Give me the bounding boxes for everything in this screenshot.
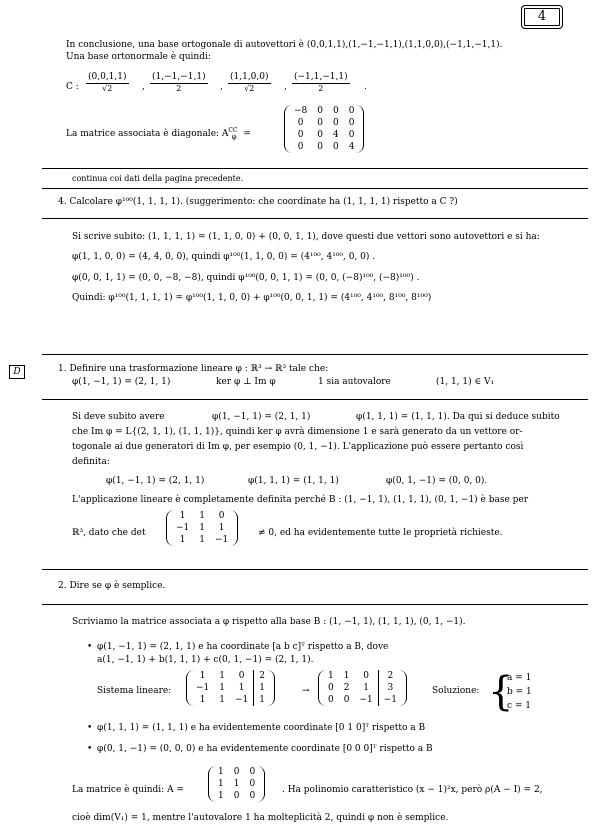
matrix-cell: 0 (333, 142, 339, 152)
matrix-cell: 0 (317, 118, 324, 128)
final-matrix (208, 766, 265, 802)
frac-4: $\frac{(-1,1,-1,1)}{2}$ (294, 72, 348, 94)
d1-answer-2: che Im φ = L{(2, 1, 1), (1, 1, 1)}, quindi ker φ avrà dimensione 1 e sarà generato da un vettore or- (72, 427, 523, 437)
matrix-cell: 0 (348, 118, 355, 128)
matrix-cell: 1 (233, 779, 240, 789)
augmented-matrix-2 (318, 670, 407, 706)
matrix-cell: 0 (348, 130, 355, 140)
q4-answer-2: φ(1, 1, 0, 0) = (4, 4, 0, 0), quindi φ¹⁰⁰(1, 1, 0, 0) = (4¹⁰⁰, 4¹⁰⁰, 0, 0) . (72, 252, 376, 262)
d1-question-line-1: 1. Definire una trasformazione lineare φ : ℝ³ → ℝ³ tale che: (58, 364, 329, 374)
matrix-cell: 1 (328, 671, 334, 681)
divider (42, 604, 588, 605)
d2-bullet-3: φ(0, 1, −1) = (0, 0, 0) e ha evidentemente coordinate [0 0 0]ᵀ rispetto a B (97, 744, 433, 754)
d1-answer-1b: φ(1, −1, 1) = (2, 1, 1) (212, 412, 311, 422)
matrix-cell: 1 (199, 695, 206, 705)
augmented-matrix-1 (186, 670, 275, 706)
matrix-cell: 0 (218, 511, 225, 521)
d1-answer-1a: Si deve subito avere (72, 412, 165, 422)
matrix-cell: 1 (218, 767, 224, 777)
matrix-cell: −1 (354, 694, 378, 706)
solution-c: c = 1 (507, 701, 532, 711)
section-letter: D (13, 367, 21, 377)
d2-bullet-2: φ(1, 1, 1) = (1, 1, 1) e ha evidentemente coordinate [0 1 0]ᵀ rispetto a B (97, 723, 426, 733)
divider (42, 399, 588, 400)
d1-answer-3: togonale ai due generatori di Im φ, per esempio (0, 1, −1). L'applicazione può essere pertanto così (72, 442, 524, 452)
bullet-icon: • (87, 642, 93, 652)
page-number: 4 (537, 9, 547, 24)
diagonal-matrix (284, 105, 364, 153)
d2-final-post: . Ha polinomio caratteristico (x − 1)²x, però ρ(A − I) = 2, (282, 785, 543, 795)
frac-comma: , (220, 82, 223, 92)
matrix-cell: 0 (317, 142, 324, 152)
frac-period: . (364, 82, 367, 92)
det-matrix (166, 510, 238, 546)
d2-question: 2. Dire se φ è semplice. (58, 581, 166, 591)
soluzione-label: Soluzione: (432, 686, 480, 696)
diagonal-text: La matrice associata è diagonale: $A^{CC}_\varphi$ = (66, 127, 251, 141)
d2-bullet-1-line-2: a(1, −1, 1) + b(1, 1, 1) + c(0, 1, −1) = (2, 1, 1). (97, 655, 314, 665)
d1-answer-5: L'applicazione lineare è completamente definita perché B : (1, −1, 1), (1, 1, 1), (0, 1, −1) è base per (72, 495, 529, 505)
d1-condition-3: 1 sia autovalore (318, 377, 391, 387)
d2-final-pre: La matrice è quindi: A = (72, 785, 184, 795)
d1-definition-2: φ(1, 1, 1) = (1, 1, 1) (248, 476, 339, 486)
d2-answer-1: Scriviamo la matrice associata a φ rispetto alla base B : (1, −1, 1), (1, 1, 1), (0, 1, −1). (72, 617, 466, 627)
solution-a: a = 1 (507, 673, 532, 683)
d1-condition-1: φ(1, −1, 1) = (2, 1, 1) (72, 377, 171, 387)
matrix-cell: 3 (387, 683, 394, 693)
frac-comma: , (284, 82, 287, 92)
frac-3: $\frac{(1,1,0,0)}{√2}$ (230, 72, 269, 94)
d1-condition-4: (1, 1, 1) ∈ V₁ (436, 377, 495, 387)
frac-comma: , (142, 82, 145, 92)
d1-answer-6-pre: ℝ³, dato che det (72, 528, 146, 538)
matrix-cell: 0 (249, 791, 256, 801)
matrix-cell: 1 (354, 682, 378, 694)
q4-answer-1: Si scrive subito: (1, 1, 1, 1) = (1, 1, 0, 0) + (0, 0, 1, 1), dove questi due vettori sono autovettori e si ha: (72, 232, 540, 242)
matrix-cell: 1 (219, 683, 226, 693)
brace-icon: { (488, 669, 514, 715)
bullet-icon: • (87, 744, 93, 754)
conclusion-line-2: Una base ortonormale è quindi: (66, 52, 211, 62)
matrix-cell: −1 (230, 694, 254, 706)
matrix-cell: 1 (218, 791, 224, 801)
matrix-cell: 2 (387, 671, 394, 681)
matrix-cell: 0 (297, 118, 304, 128)
q4-answer-3: φ(0, 0, 1, 1) = (0, 0, −8, −8), quindi φ¹⁰⁰(0, 0, 1, 1) = (0, 0, (−8)¹⁰⁰, (−8)¹⁰⁰) . (72, 273, 420, 283)
matrix-cell: 0 (249, 767, 256, 777)
matrix-cell: 1 (199, 523, 206, 533)
d2-conclusion: cioè dim(V₁) = 1, mentre l'autovalore 1 ha molteplicità 2, quindi φ non è semplice. (72, 813, 449, 823)
matrix-cell: −1 (196, 683, 210, 693)
matrix-cell: 0 (328, 683, 334, 693)
matrix-cell: 0 (354, 670, 378, 682)
matrix-cell: 0 (297, 142, 304, 152)
matrix-cell: 0 (317, 130, 324, 140)
continua-note: continua coi dati della pagina precedente. (72, 174, 244, 183)
conclusion-line-1: In conclusione, una base ortogonale di autovettori è (0,0,1,1),(1,−1,−1,1),(1,1,0,0),(−1,1,−1,1). (66, 40, 503, 50)
matrix-cell: 1 (199, 511, 206, 521)
divider (42, 188, 588, 189)
matrix-cell: 1 (219, 695, 226, 705)
section-letter-box (9, 365, 25, 379)
matrix-cell: −1 (176, 523, 190, 533)
matrix-cell: 1 (343, 671, 350, 681)
matrix-cell: 1 (199, 671, 206, 681)
matrix-cell: 4 (333, 130, 339, 140)
matrix-cell: 0 (317, 106, 324, 116)
matrix-cell: 1 (179, 535, 186, 545)
arrow-icon: → (302, 686, 310, 696)
matrix-cell: 0 (348, 106, 355, 116)
matrix-cell: 0 (233, 791, 240, 801)
question-4: 4. Calcolare φ¹⁰⁰(1, 1, 1, 1). (suggerimento: che coordinate ha (1, 1, 1, 1) rispetto a C ?) (58, 197, 458, 207)
frac-1: $\frac{(0,0,1,1)}{√2}$ (88, 72, 127, 94)
matrix-cell: 1 (219, 671, 226, 681)
sistema-label: Sistema lineare: (97, 686, 172, 696)
matrix-cell: 0 (297, 130, 304, 140)
matrix-cell: −8 (294, 106, 308, 116)
frac-2: $\frac{(1,-1,-1,1)}{2}$ (152, 72, 206, 94)
matrix-cell: 0 (233, 767, 240, 777)
divider (42, 354, 588, 355)
matrix-cell: 0 (333, 106, 339, 116)
matrix-cell: 0 (249, 779, 256, 789)
d1-answer-6-post: ≠ 0, ed ha evidentemente tutte le proprietà richieste. (258, 528, 503, 538)
matrix-cell: 2 (343, 683, 350, 693)
matrix-cell: 4 (348, 142, 355, 152)
solution-b: b = 1 (507, 687, 532, 697)
d2-bullet-1-line-1: φ(1, −1, 1) = (2, 1, 1) e ha coordinate [a b c]ᵀ rispetto a B, dove (97, 642, 389, 652)
matrix-cell: 1 (230, 682, 254, 694)
matrix-cell: 0 (343, 695, 350, 705)
d1-answer-4: definita: (72, 457, 110, 467)
d1-condition-2: ker φ ⊥ Im φ (216, 377, 276, 387)
matrix-cell: 0 (333, 118, 339, 128)
q4-answer-4: Quindi: φ¹⁰⁰(1, 1, 1, 1) = φ¹⁰⁰(1, 1, 0, 0) + φ¹⁰⁰(0, 0, 1, 1) = (4¹⁰⁰, 4¹⁰⁰, 8¹⁰⁰, 8¹⁰⁰) (72, 293, 432, 303)
d1-answer-1c: φ(1, 1, 1) = (1, 1, 1). Da qui si deduce subito (356, 412, 560, 422)
matrix-cell: 0 (230, 670, 254, 682)
c-label: C : (66, 82, 79, 92)
matrix-cell: 1 (218, 523, 225, 533)
matrix-cell: 1 (259, 695, 266, 705)
divider (42, 569, 588, 570)
matrix-cell: 2 (259, 671, 266, 681)
matrix-cell: −1 (383, 695, 398, 705)
d1-definition-1: φ(1, −1, 1) = (2, 1, 1) (106, 476, 205, 486)
matrix-cell: 1 (218, 779, 224, 789)
d1-definition-3: φ(0, 1, −1) = (0, 0, 0). (386, 476, 488, 486)
matrix-cell: −1 (215, 535, 229, 545)
matrix-cell: 1 (259, 683, 266, 693)
page-number-box (521, 5, 563, 29)
matrix-cell: 0 (328, 695, 334, 705)
matrix-cell: 1 (179, 511, 186, 521)
divider (42, 168, 588, 169)
matrix-cell: 1 (199, 535, 206, 545)
divider (42, 218, 588, 219)
bullet-icon: • (87, 723, 93, 733)
